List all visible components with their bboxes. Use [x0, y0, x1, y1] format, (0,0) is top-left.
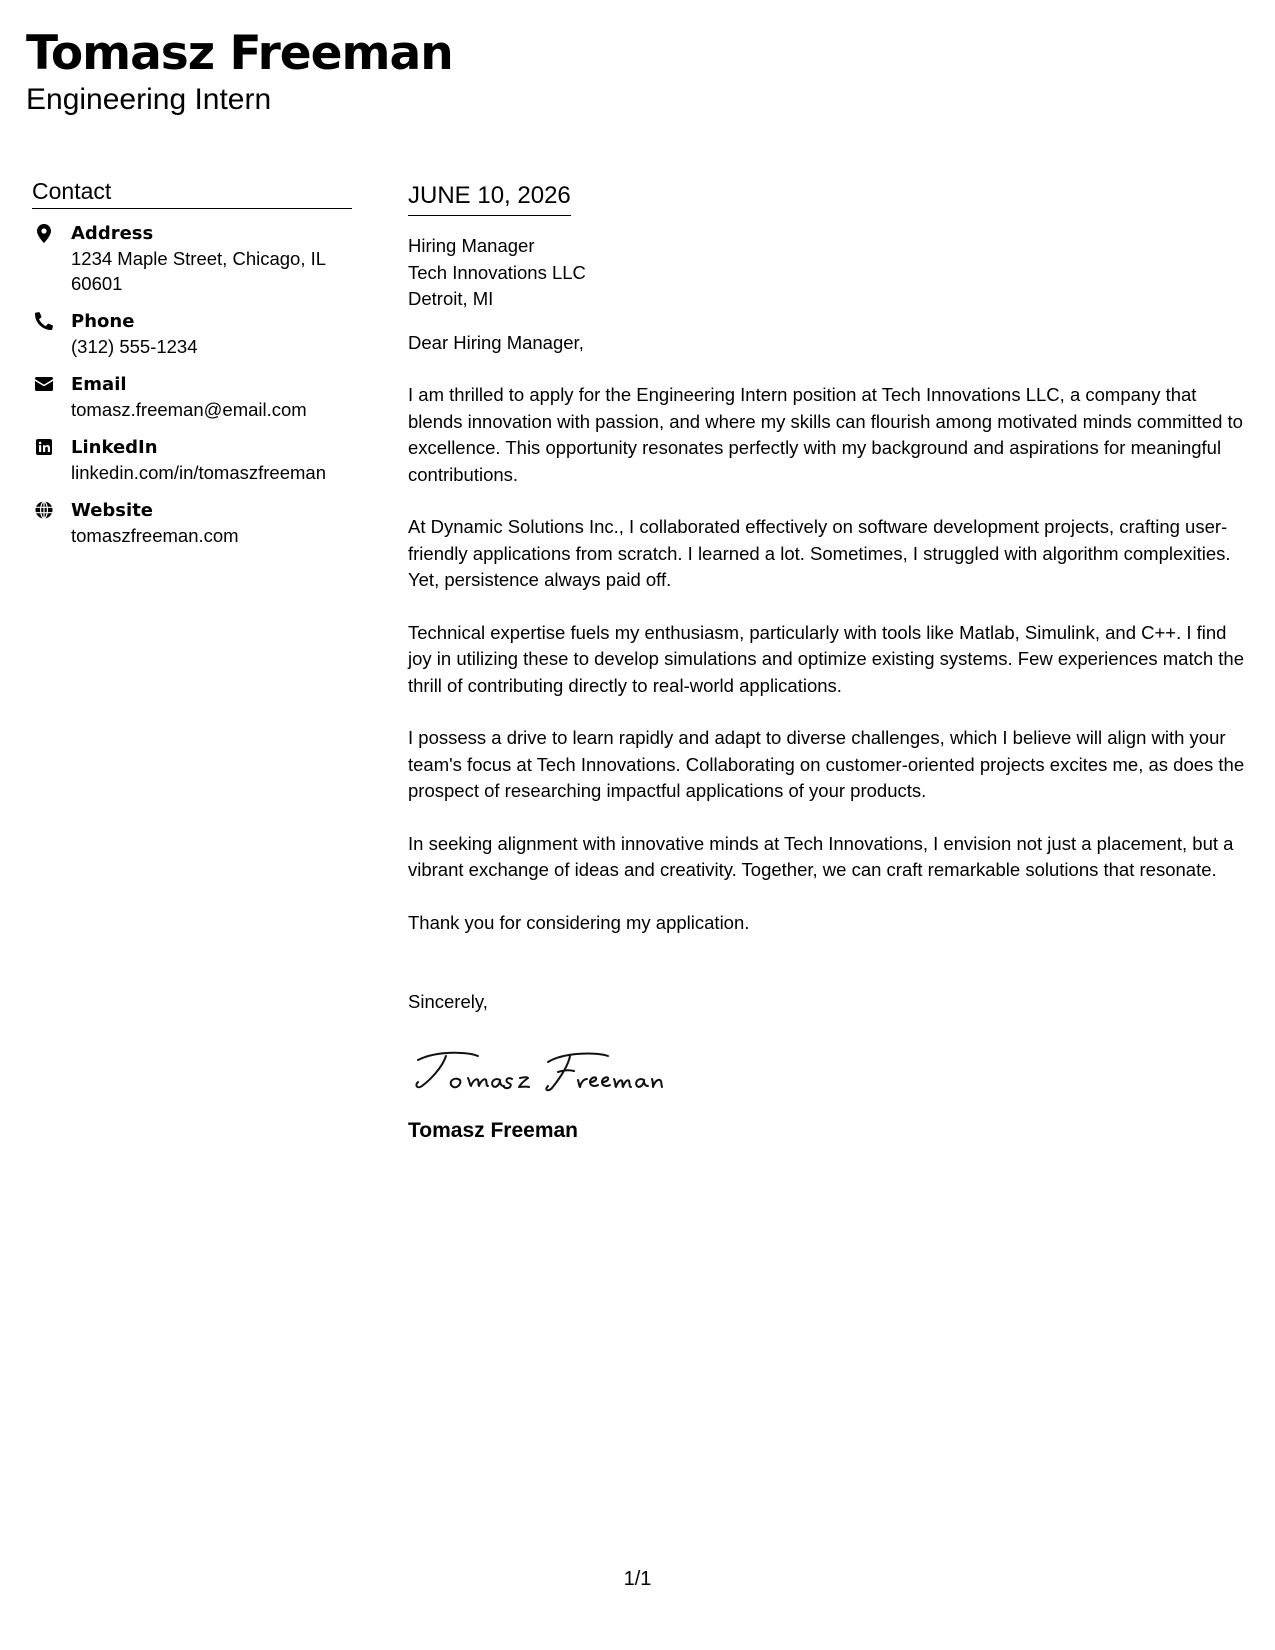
- map-pin-icon: [34, 223, 54, 243]
- contact-label: Email: [71, 374, 127, 395]
- envelope-icon: [34, 374, 54, 394]
- contact-phone: [32, 309, 352, 359]
- contact-label: Website: [71, 500, 154, 521]
- recipient-line: Tech Innovations LLC: [408, 261, 586, 283]
- body-paragraph: Thank you for considering my application.: [408, 911, 750, 933]
- contact-label: Phone: [71, 311, 135, 332]
- job-title: Engineering Intern: [26, 83, 272, 116]
- body-paragraph: At Dynamic Solutions Inc., I collaborated effectively on software development projects, crafting user-friendly applications from scratch. I learned a lot. Sometimes, I struggled with algorithm complexities. Yet, persistence always paid off.: [408, 516, 1231, 590]
- contact-linkedin: [32, 435, 352, 485]
- cover-letter-body: [408, 176, 1248, 1146]
- recipient-block: [408, 233, 1248, 313]
- body-paragraph: In seeking alignment with innovative minds at Tech Innovations, I envision not just a placement, but a vibrant exchange of ideas and creativity. Together, we can craft remarkable solutions that resonate.: [408, 832, 1234, 880]
- recipient-line: Detroit, MI: [408, 288, 494, 309]
- handwritten-signature: [408, 1042, 1248, 1102]
- salutation: Dear Hiring Manager,: [408, 331, 584, 353]
- signer-name: Tomasz Freeman: [408, 1118, 578, 1142]
- contact-heading: Contact: [32, 176, 352, 209]
- contact-value: tomasz.freeman@email.com: [71, 399, 307, 420]
- contact-email: [32, 372, 352, 422]
- contact-address: [32, 221, 352, 296]
- body-paragraph: I am thrilled to apply for the Engineering Intern position at Tech Innovations LLC, a company that blends innovation with passion, and where my skills can flourish among motivated minds committed to excellence. This opportunity resonates perfectly with my background and aspirations for meaningful contributions.: [408, 384, 1243, 485]
- contact-label: LinkedIn: [71, 437, 158, 458]
- body-paragraph: Technical expertise fuels my enthusiasm, particularly with tools like Matlab, Simulink, and C++. I find joy in utilizing these to develop simulations and optimize existing systems. Few experiences match the thrill of contributing directly to real-world applications.: [408, 621, 1244, 696]
- recipient-line: Hiring Manager: [408, 235, 535, 256]
- letter-date: JUNE 10, 2026: [408, 179, 571, 216]
- contact-sidebar: [32, 176, 352, 561]
- globe-icon: [34, 500, 54, 520]
- applicant-name: Tomasz Freeman: [26, 26, 453, 81]
- contact-website: [32, 498, 352, 548]
- closing: Sincerely,: [408, 991, 488, 1012]
- contact-label: Address: [71, 223, 154, 244]
- contact-value: linkedin.com/in/tomaszfreeman: [71, 462, 326, 483]
- resume-header: [26, 26, 453, 118]
- body-paragraph: I possess a drive to learn rapidly and adapt to diverse challenges, which I believe will align with your team's focus at Tech Innovations. Collaborating on customer-oriented projects excites me, as does the prospect of researching impactful applications of your products.: [408, 727, 1245, 801]
- contact-value: 1234 Maple Street, Chicago, IL 60601: [71, 248, 326, 294]
- linkedin-icon: [34, 437, 54, 457]
- page-number: 1/1: [623, 1568, 652, 1590]
- phone-icon: [34, 311, 54, 331]
- contact-value: tomaszfreeman.com: [71, 525, 239, 546]
- contact-value: (312) 555-1234: [71, 336, 198, 357]
